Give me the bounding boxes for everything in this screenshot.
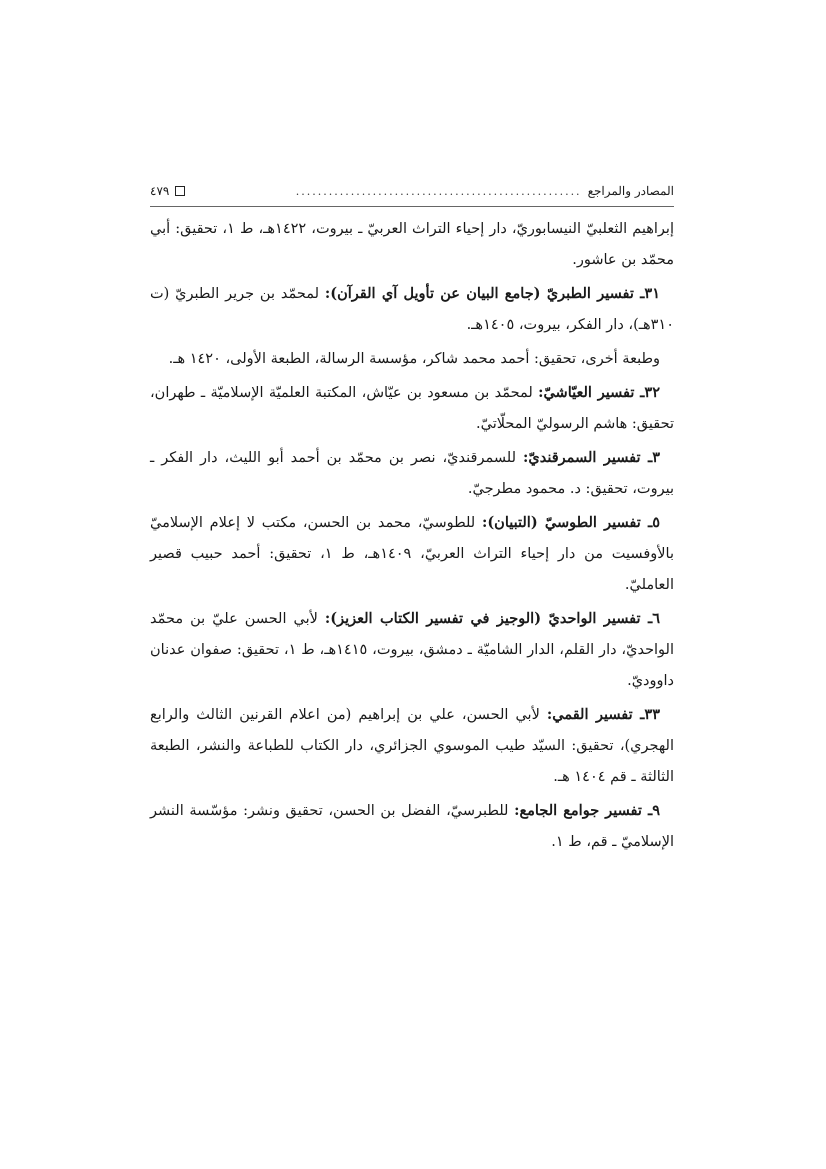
- bibliography-entry: [150, 699, 674, 793]
- leader-dots: ....................................................: [295, 184, 582, 198]
- entry-heading: ٣٣ـ تفسير القمي:: [546, 706, 660, 723]
- entry-heading: ٣١ـ تفسير الطبريّ (جامع البيان عن تأويل آي القرآن):: [324, 285, 660, 302]
- bibliography-entry: [150, 213, 674, 276]
- bibliography-entry: [150, 377, 674, 440]
- bibliography-entry: [150, 278, 674, 341]
- entry-heading: ٦ـ تفسير الواحديّ (الوجيز في تفسير الكتاب العزيز):: [324, 610, 660, 627]
- entry-heading: ٥ـ تفسير الطوسيّ (التبيان):: [481, 514, 660, 531]
- entry-heading: ٣٢ـ تفسير العيّاشيّ:: [538, 384, 660, 401]
- page-header: [150, 176, 674, 207]
- entry-text: للطبرسيّ، الفضل بن الحسن، تحقيق ونشر: مؤسّسة النشر الإسلاميّ ـ قم، ط ١.: [150, 803, 674, 850]
- page-number: ٤٧٩: [150, 184, 170, 198]
- bibliography-entry: [150, 795, 674, 858]
- entry-heading: ٣ـ تفسير السمرقنديّ:: [523, 449, 660, 466]
- entry-heading: ٩ـ تفسير جوامع الجامع:: [514, 802, 660, 819]
- bibliography-entry: [150, 442, 674, 505]
- running-title: المصادر والمراجع: [587, 184, 674, 198]
- entry-text: لأبي الحسن، علي بن إبراهيم (من اعلام القرنين الثالث والرابع الهجري)، تحقيق: السيّد طيب الموسوي الجزائري، دار الكتاب للطباعة والنشر، الطبعة الثالثة ـ قم ١٤٠٤ هـ.: [150, 707, 674, 785]
- book-page: [150, 176, 674, 858]
- entry-text: لمحمّد بن جرير الطبريّ (ت ٣١٠هـ)، دار الفكر، بيروت، ١٤٠٥هـ.: [150, 286, 674, 333]
- bibliography-list: [150, 213, 674, 858]
- bibliography-entry: [150, 343, 674, 375]
- entry-text: وطبعة أخرى، تحقيق: أحمد محمد شاكر، مؤسسة الرسالة، الطبعة الأولى، ١٤٢٠ هـ.: [168, 351, 660, 367]
- entry-text: للسمرقنديّ، نصر بن محمّد بن أحمد أبو الليث، دار الفكر ـ بيروت، تحقيق: د. محمود مطرجيّ.: [150, 450, 674, 497]
- square-box-icon: [175, 186, 185, 196]
- entry-text: لمحمّد بن مسعود بن عيّاش، المكتبة العلميّة الإسلاميّة ـ طهران، تحقيق: هاشم الرسوليّ المحلّاتيّ.: [150, 385, 674, 432]
- bibliography-entry: [150, 603, 674, 697]
- entry-text: إبراهيم الثعلبيّ النيسابوريّ، دار إحياء التراث العربيّ ـ بيروت، ١٤٢٢هـ، ط ١، تحقيق: أبي محمّد بن عاشور.: [150, 221, 675, 268]
- entry-text: لأبي الحسن عليّ بن محمّد الواحديّ، دار القلم، الدار الشاميّة ـ دمشق، بيروت، ١٤١٥هـ، ط ١، تحقيق: صفوان عدنان داووديّ.: [150, 611, 674, 689]
- bibliography-entry: [150, 507, 674, 601]
- entry-text: للطوسيّ، محمد بن الحسن، مكتب لا إعلام الإسلاميّ بالأوفسيت من دار إحياء التراث العربيّ، ١٤٠٩هـ، ط ١، تحقيق: أحمد حبيب قصير العامليّ.: [150, 515, 674, 593]
